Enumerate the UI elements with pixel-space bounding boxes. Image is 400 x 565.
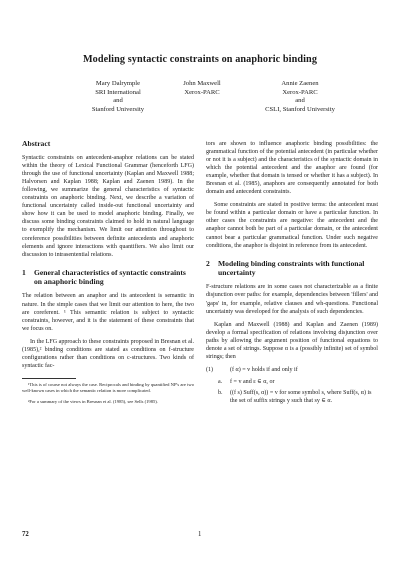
right-column xyxy=(206,140,378,408)
page-number: 1 xyxy=(198,531,202,538)
author-name: Annie Zaenen xyxy=(281,80,319,87)
section-number: 2 xyxy=(206,258,210,268)
section-1-paragraph-1: The relation between an anaphor and its antecedent is semantic in nature. In the simple cases that we limit our attention to here, the two are coreferent. ¹ This semantic relation is subject to syntactic constraints, however, and it is the statement of these constraints that we focus on. xyxy=(22,293,194,332)
equation-item-a xyxy=(218,378,378,386)
section-number: 1 xyxy=(22,267,26,277)
abstract-text: Syntactic constraints on antecedent-anaphor relations can be stated within the theory of Lexical Functional Grammar (henceforth LFG) through the use of functional uncertainty (Kaplan and Maxwell 1988; Halvorsen and Kaplan 1988; Kaplan and Zaenen 1989). In the following, we summarize the general characteristics of syntactic constraints on anaphoric binding. Next, we describe a variation of functional uncertainty called inside-out functional uncertainty and show how it can be used to model anaphoric binding. Finally, we discuss some binding constraints claimed to hold in natural language to exemplify the mechanism. We limit our attention throughout to coreference possibilities between definite antecedents and anaphoric elements and ignore interactions with quantifiers. We also limit our discussion to intrasentential relations. xyxy=(22,155,194,258)
section-1-heading xyxy=(22,268,194,287)
section-title: General characteristics of syntactic constraints on anaphoric binding xyxy=(34,267,186,287)
author-affiliation: CSLI, Stanford University xyxy=(265,105,335,113)
footnote-2: ²For a summary of the views in Bresnan et al. (1985), see Sells (1985). xyxy=(28,398,158,404)
right-paragraph-1: tors are shown to influence anaphoric binding possibilities: the grammatical function of the potential antecedent (in particular whether or not it is a subject) and the characteristics of the syntactic domain in which the potential antecedent and the anaphor are found (for example, whether that domain is tensed or whether it has a subject). In Bresnan et al. (1985), anaphors are consequently annotated for both domain and antecedent constraints. xyxy=(206,141,378,196)
paper-title: Modeling syntactic constraints on anaphoric binding xyxy=(82,54,318,65)
section-2-paragraph-2: Kaplan and Maxwell (1988) and Kaplan and Zaenen (1989) develop a formal specification of relations involving disjunction over paths by allowing the argument position of functional equations to denote a set of strings. Suppose α is a (possibly infinite) set of symbol strings; then xyxy=(206,321,378,360)
footnote-1: ¹This is of course not always the case. Reciprocals and binding by quantified NP's are two well-known cases in which the semantic relation is more complicated. xyxy=(22,381,194,393)
author-connector: and xyxy=(113,97,123,105)
footnote-divider xyxy=(22,378,76,379)
author-name: John Maxwell xyxy=(183,80,221,87)
author-block-dalrymple xyxy=(78,80,158,114)
item-label: a. xyxy=(218,378,223,385)
author-name: Mary Dalrymple xyxy=(95,80,141,87)
section-2-heading xyxy=(206,259,378,278)
author-affiliation: Stanford University xyxy=(91,105,145,113)
abstract-heading: Abstract xyxy=(22,139,51,148)
equation-text: (f α) = v holds if and only if xyxy=(230,366,298,373)
right-paragraph-2: Some constraints are stated in positive terms: the antecedent must be found within a particular domain or have a particular function. In other cases the constraints are negative: the antecedent and the anaphor cannot both be part of a particular domain, or the antecedent cannot bear a particular grammatical function. Under such negative conditions, the anaphor is disjoint in reference from its antecedent. xyxy=(206,202,378,249)
section-title: Modeling binding constraints with functional uncertainty xyxy=(218,258,365,278)
left-column xyxy=(22,140,194,410)
author-block-maxwell xyxy=(170,80,234,97)
equation-label: (1) xyxy=(206,366,214,373)
item-label: b. xyxy=(218,389,223,396)
equation-item-b xyxy=(218,389,378,405)
author-connector: and xyxy=(295,97,305,105)
author-affiliation: SRI International xyxy=(95,88,141,96)
item-text: ((f s) Suff(s, α)) = v for some symbol s, where Suff(s, α) is the set of suffix strings y such that sy ∈ α. xyxy=(230,389,372,404)
section-1-paragraph-2: In the LFG approach to these constraints proposed in Bresnan et al. (1985),² binding conditions are stated as conditions on f-structure configurations rather than conditions on c-structures. Two kinds of syntactic fac- xyxy=(22,338,194,369)
journal-page-number: 72 xyxy=(22,531,29,538)
section-2-paragraph-1: F-structure relations are in some cases not characterizable as a finite disjunction over paths: for example, dependencies between 'fillers' and 'gaps' in, for example, relative clauses and wh-questions. Functional uncertainty was developed for the analysis of such dependencies. xyxy=(206,284,378,315)
author-affiliation: Xerox-PARC xyxy=(282,88,318,96)
equation-1 xyxy=(206,366,378,374)
author-affiliation: Xerox-PARC xyxy=(184,88,220,96)
author-block-zaenen xyxy=(246,80,354,114)
item-text: f = v and ε ∈ α, or xyxy=(230,378,275,385)
